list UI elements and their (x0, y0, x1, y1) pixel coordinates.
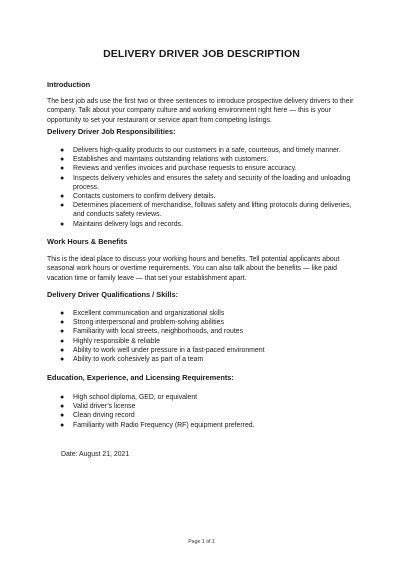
list-item: ● High school diploma, GED, or equivalent (60, 394, 198, 401)
responsibilities-heading: Delivery Driver Job Responsibilities: (47, 127, 176, 136)
bullet-icon: ● (60, 319, 65, 327)
bullet-icon: ● (60, 147, 65, 154)
list-item: ● Determines placement of merchandise, follows safety and lifting protocols during deliveries, and conducts safety reviews. (60, 202, 352, 219)
bullet-icon: ● (60, 220, 65, 228)
education-list (47, 393, 367, 430)
list-item: ● Familiarity with local streets, neighborhoods, and routes (60, 328, 244, 336)
bullet-icon: ● (60, 394, 65, 401)
list-item: ● Familiarity with Radio Frequency (RF) equipment preferred. (60, 421, 255, 429)
bullet-icon: ● (60, 156, 65, 164)
bullet-icon: ● (60, 174, 65, 182)
list-item: ● Contacts customers to confirm delivery details. (60, 193, 216, 201)
page-number: Page 1 of 1 (188, 539, 215, 545)
qualifications-section (47, 290, 367, 364)
list-item: ● Delivers high-quality products to our customers in a safe, courteous, and timely manner. (60, 147, 341, 154)
list-item: ● Highly responsible & reliable (60, 337, 160, 345)
list-item: ● Ability to work well under pressure in a fast-paced environment (60, 346, 265, 354)
document-title: DELIVERY DRIVER JOB DESCRIPTION (103, 48, 300, 60)
document-date: Date: August 21, 2021 (61, 451, 130, 458)
introduction-line: company. Talk about your company culture and working environment right here — this is your (47, 107, 331, 115)
list-item: ● Valid driver’s license (60, 403, 136, 411)
bullet-icon: ● (60, 165, 65, 173)
bullet-icon: ● (60, 356, 65, 364)
responsibilities-section (47, 127, 367, 229)
introduction-section (47, 80, 367, 125)
work-hours-line: seasonal work hours or overtime requirements. You can also talk about the benefits — like paid (47, 265, 337, 273)
bullet-icon: ● (60, 421, 65, 429)
list-item: ● Establishes and maintains outstanding relations with customers. (60, 156, 269, 164)
list-item: ● Reviews and verifies invoices and purchase requests to ensure accuracy. (60, 165, 297, 173)
bullet-icon: ● (60, 310, 65, 317)
education-heading: Education, Experience, and Licensing Requirements: (47, 373, 234, 382)
list-item: ● Excellent communication and organizational skills (60, 310, 225, 317)
qualifications-list (47, 309, 367, 364)
list-item: ● Inspects delivery vehicles and ensures the safety and security of the loading and unloading process. (60, 174, 351, 191)
bullet-icon: ● (60, 412, 65, 420)
list-item: ● Ability to work cohesively as part of a team (60, 356, 204, 364)
qualifications-heading: Delivery Driver Qualifications / Skills: (47, 290, 179, 299)
list-item: ● Clean driving record (60, 412, 135, 420)
work-hours-section (47, 237, 367, 283)
work-hours-line: vacation time or family leave — that set your establishment apart. (47, 274, 247, 282)
responsibilities-list (47, 146, 367, 229)
list-item: ● Strong interpersonal and problem-solving abilities (60, 319, 224, 327)
introduction-line: The best job ads use the first two or three sentences to introduce prospective delivery drivers to their (47, 98, 354, 105)
work-hours-heading: Work Hours & Benefits (47, 237, 128, 246)
work-hours-line: This is the ideal place to discuss your working hours and benefits. Tell potential applicants about (47, 256, 340, 263)
introduction-line: opportunity to set your restaurant or service apart from competing listings. (47, 116, 272, 124)
list-item: ● Maintains delivery logs and records. (60, 220, 183, 228)
introduction-heading: Introduction (47, 80, 91, 89)
bullet-icon: ● (60, 403, 65, 411)
bullet-icon: ● (60, 193, 65, 201)
education-section (47, 373, 367, 430)
bullet-icon: ● (60, 337, 65, 345)
bullet-icon: ● (60, 346, 65, 354)
bullet-icon: ● (60, 328, 65, 336)
bullet-icon: ● (60, 202, 65, 210)
